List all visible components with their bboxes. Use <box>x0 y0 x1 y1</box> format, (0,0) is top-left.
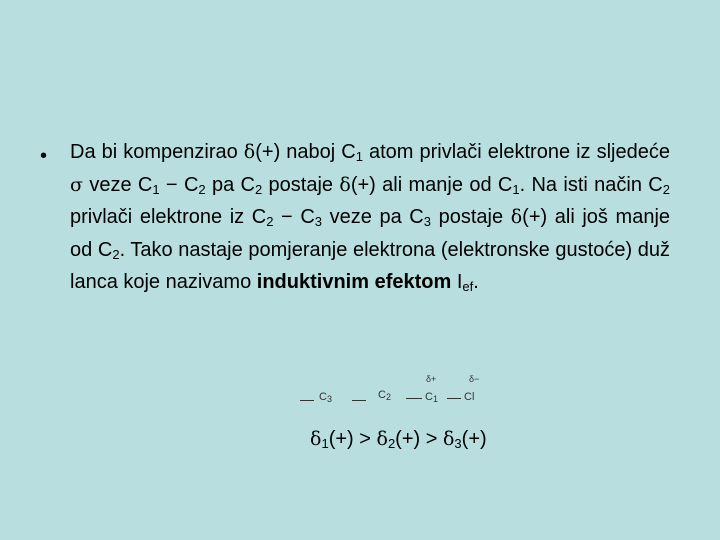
text-segment: naboj C <box>280 141 356 163</box>
atom-c3 <box>319 391 332 403</box>
subscript: 2 <box>254 181 263 197</box>
atom-label: C <box>425 391 433 403</box>
delta-minus-label: δ− <box>469 374 480 384</box>
subscript: 1 <box>321 436 329 451</box>
carbon-chain-diagram <box>298 372 498 412</box>
subscript: 2 <box>662 181 670 197</box>
text-segment: postaje <box>431 206 511 228</box>
subscript: 2 <box>198 181 206 197</box>
delta-symbol: δ <box>442 428 455 450</box>
delta-symbol: δ <box>510 206 523 228</box>
text-segment: veze pa C <box>322 206 424 228</box>
inductive-effect-term: induktivnim efektom <box>256 271 452 293</box>
sigma-symbol: σ <box>70 173 83 196</box>
subscript: 3 <box>454 436 462 451</box>
subscript: 2 <box>266 214 274 229</box>
text-segment: atom privlači elektrone iz sljedeće <box>362 141 670 163</box>
text-segment: Da bi kompenzirao <box>70 141 244 163</box>
greater-than: > <box>353 428 377 450</box>
subscript: ef <box>462 279 474 294</box>
charge-plus: (+) <box>522 206 548 228</box>
bond-line <box>352 400 366 401</box>
bullet-marker: • <box>40 145 48 167</box>
subscript: 2 <box>387 436 396 451</box>
atom-c1 <box>425 391 438 403</box>
inductive-effect-paragraph <box>70 136 670 299</box>
text-segment: privlači elektrone iz C <box>70 206 267 228</box>
text-segment: veze C <box>82 173 153 196</box>
text-segment: . <box>473 271 479 293</box>
atom-cl: Cl <box>464 391 475 403</box>
minus-sign: − <box>165 173 178 196</box>
greater-than: > <box>420 428 443 450</box>
delta-symbol: δ <box>310 428 322 450</box>
text-segment: ali manje od C <box>375 173 513 196</box>
atom-label: C <box>319 391 327 403</box>
bond-line <box>406 398 422 399</box>
delta-order-relation <box>310 428 487 451</box>
delta-symbol: δ <box>243 141 256 163</box>
charge-plus: (+) <box>328 428 354 450</box>
text-segment: I <box>451 271 463 293</box>
subscript: 1 <box>152 181 160 197</box>
text-segment: pa C <box>205 173 255 196</box>
text-segment: C <box>292 206 315 228</box>
text-segment: ali još manje od C <box>70 206 671 261</box>
text-segment: postaje <box>262 173 340 196</box>
bond-line <box>300 400 314 401</box>
bond-line <box>447 398 461 399</box>
atom-subscript: 1 <box>432 394 438 404</box>
charge-plus: (+) <box>461 428 487 450</box>
atom-subscript: 3 <box>326 394 332 404</box>
minus-sign: − <box>281 206 293 228</box>
text-segment: . Na isti način C <box>519 173 663 196</box>
text-segment: C <box>177 173 199 196</box>
subscript: 3 <box>423 214 431 229</box>
charge-plus: (+) <box>255 141 281 163</box>
atom-c2 <box>378 389 391 401</box>
subscript: 1 <box>355 149 363 164</box>
delta-symbol: δ <box>376 428 388 450</box>
charge-plus: (+) <box>350 173 376 196</box>
atom-subscript: 2 <box>385 392 391 402</box>
subscript: 3 <box>314 214 323 229</box>
subscript: 2 <box>112 246 120 262</box>
charge-plus: (+) <box>395 428 421 450</box>
delta-plus-label: δ+ <box>426 374 437 384</box>
text-segment: . Tako nastaje pomjeranje elektrona (elektronske gustoće) duž lanca koje nazivamo <box>70 238 670 293</box>
delta-symbol: δ <box>339 173 351 196</box>
atom-label: C <box>378 389 386 401</box>
subscript: 1 <box>512 181 520 197</box>
